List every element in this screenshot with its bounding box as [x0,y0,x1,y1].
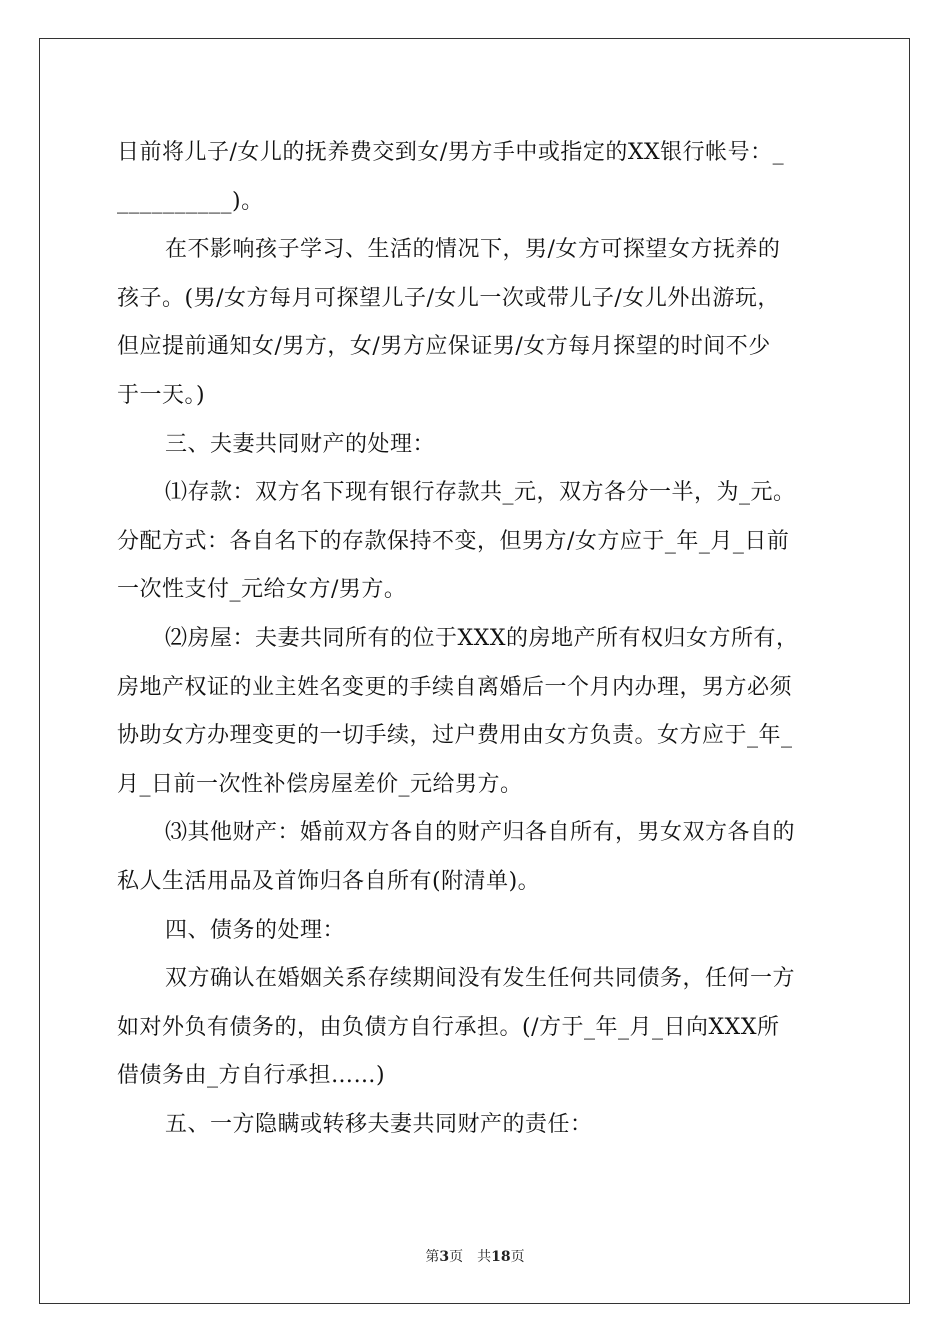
text-line-16: 私人生活用品及首饰归各自所有(附清单)。 [117,868,541,894]
section-heading-5: 五、一方隐瞒或转移夫妻共同财产的责任： [165,1111,593,1137]
text-line-5: 但应提前通知女/男方，女/男方应保证男/女方每月探望的时间不少 [117,334,771,360]
text-line-1: 日前将儿子/女儿的抚养费交到女/男方手中或指定的XX银行帐号：_ [117,140,785,165]
text-line-18: 双方确认在婚姻关系存续期间没有发生任何共同债务，任何一方 [165,966,796,992]
page-footer [0,1246,950,1266]
text-line-12: 房地产权证的业主姓名变更的手续自离婚后一个月内办理，男方必须 [117,674,793,700]
text-line-3: 在不影响孩子学习、生活的情况下，男/女方可探望女方抚养的 [165,237,781,263]
text-line-11: ⑵房屋：夫妻共同所有的位于XXX的房地产所有权归女方所有， [165,625,799,651]
footer-current-page: 3 [439,1249,450,1265]
text-line-15: ⑶其他财产：婚前双方各自的财产归各自所有，男女双方各自的 [165,820,796,846]
footer-suffix: 页 [510,1249,525,1265]
section-heading-3: 三、夫妻共同财产的处理： [165,431,436,457]
text-line-19: 如对外负有债务的，由负债方自行承担。(/方于_年_月_日向XXX所 [117,1014,780,1040]
footer-total-pages: 18 [491,1249,511,1265]
text-line-14: 月_日前一次性补偿房屋差价_元给男方。 [117,771,523,797]
text-line-4: 孩子。(男/女方每月可探望儿子/女儿一次或带儿子/女儿外出游玩， [117,285,780,311]
text-line-8: ⑴存款：双方名下现有银行存款共_元，双方各分一半，为_元。 [165,480,796,506]
text-line-2: __________)。 [117,188,264,214]
document-body [117,129,837,1149]
section-heading-4: 四、债务的处理： [165,917,346,943]
footer-middle: 页 共 [449,1249,492,1265]
footer-prefix: 第 [425,1249,440,1265]
text-line-6: 于一天。) [117,382,206,408]
text-line-20: 借债务由_方自行承担……) [117,1063,386,1089]
text-line-13: 协助女方办理变更的一切手续，过户费用由女方负责。女方应于_年_ [117,723,793,749]
text-line-9: 分配方式：各自名下的存款保持不变，但男方/女方应于_年_月_日前 [117,528,790,554]
text-line-10: 一次性支付_元给女方/男方。 [117,577,407,603]
